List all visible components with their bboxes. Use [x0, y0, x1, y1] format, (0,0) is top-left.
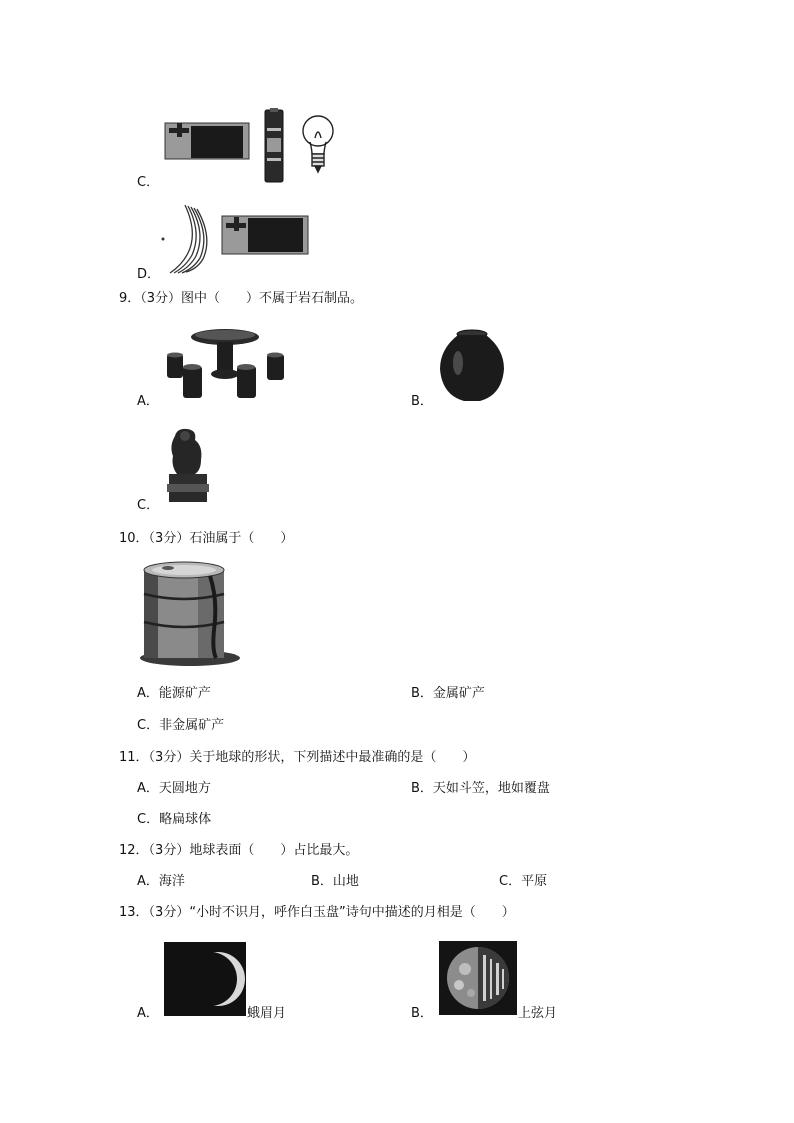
q8-option-d-label: D． [137, 267, 161, 282]
q13-option-a-image [164, 942, 246, 1016]
q9-option-b-label: B． [411, 394, 433, 409]
q10-option-a: A．能源矿产 [137, 686, 211, 701]
q13-option-b-label: B． [411, 1006, 433, 1021]
q10-oil-barrel-image [138, 560, 242, 668]
q10-stem: 10．（3分）石油属于（ ） [119, 531, 294, 546]
q9-option-a-label: A． [137, 394, 159, 409]
stone-lion-icon [167, 429, 209, 502]
q13-option-b-image [439, 941, 517, 1015]
crescent-moon-icon [164, 942, 246, 1016]
q9-option-b-image [436, 329, 508, 403]
q13-stem: 13．（3分）“小时不识月，呼作白玉盘”诗句中描述的月相是（ ） [119, 905, 515, 920]
q11-option-a: A．天圆地方 [137, 781, 211, 796]
q8-option-d-image [160, 203, 312, 275]
switch-icon [165, 123, 249, 159]
q10-option-c: C．非金属矿产 [137, 718, 225, 733]
q13-option-b-caption: 上弦月 [518, 1006, 558, 1021]
q9-option-c-image [163, 426, 213, 504]
q13-option-a-caption: 蛾眉月 [247, 1006, 287, 1021]
battery-icon [265, 108, 283, 182]
q12-option-c: C．平原 [499, 874, 548, 889]
oil-barrel-icon [140, 562, 240, 666]
switch-icon [222, 216, 308, 254]
moon-icon [439, 941, 517, 1015]
q11-option-c: C．略扁球体 [137, 812, 212, 827]
q11-option-b: B．天如斗笠，地如覆盘 [411, 781, 550, 796]
q12-option-b: B．山地 [311, 874, 359, 889]
q10-option-b: B．金属矿产 [411, 686, 485, 701]
q9-option-c-label: C． [137, 498, 160, 513]
q12-stem: 12．（3分）地球表面（ ）占比最大。 [119, 843, 359, 858]
pottery-jar-icon [440, 330, 504, 401]
q12-option-a: A．海洋 [137, 874, 185, 889]
light-bulb-icon [303, 116, 333, 172]
q11-stem: 11．（3分）关于地球的形状，下列描述中最准确的是（ ） [119, 750, 476, 765]
q9-stem: 9．（3分）图中（ ）不属于岩石制品。 [119, 291, 364, 306]
q9-option-a-image [165, 328, 290, 400]
q8-option-c-image [165, 108, 340, 183]
wires-icon [170, 205, 207, 273]
q13-option-a-label: A． [137, 1006, 159, 1021]
q8-option-c-label: C． [137, 175, 160, 190]
